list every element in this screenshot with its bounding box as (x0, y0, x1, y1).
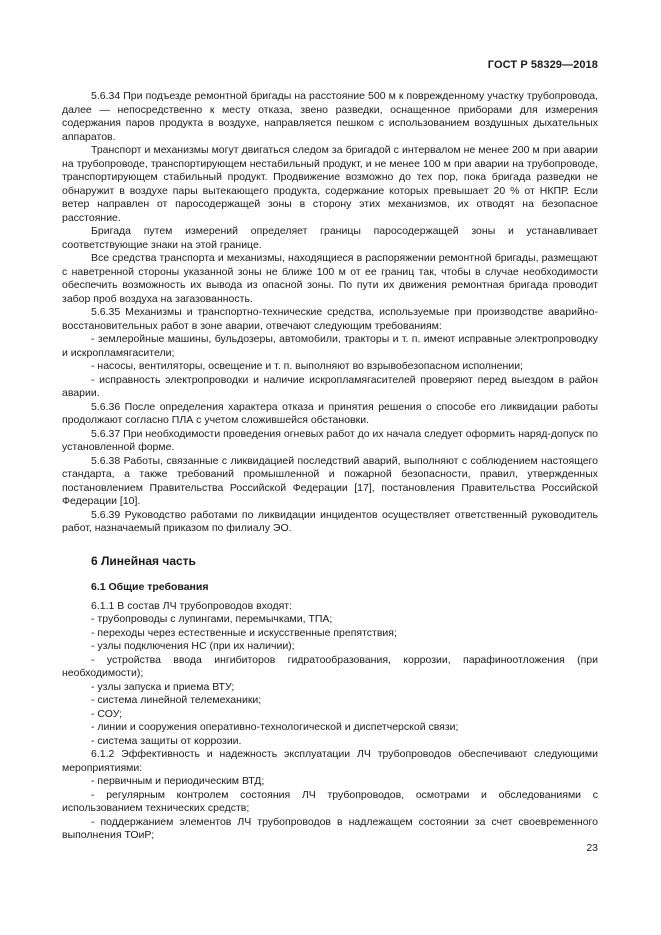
paragraph-vehicles-placement: Все средства транспорта и механизмы, находящиеся в распоряжении ремонтной бригады, размещают с наветренной стороны указанной зоны не ближе 100 м от ее границ так, чтобы в случае необходимости обеспечить возможность их вывода из опасной зоны. По пути их движения ремонтная бригада проводит забор проб воздуха на загазованность. (62, 252, 598, 305)
page-number: 23 (586, 842, 598, 854)
list-item: - система линейной телемеханики; (91, 694, 262, 706)
list-item: - система защиты от коррозии. (91, 734, 242, 747)
paragraph-5-6-36: 5.6.36 После определения характера отказа и принятия решения о способе его ликвидации работы продолжают согласно ПЛА с учетом сложившейся обстановки. (62, 400, 598, 426)
page-content (62, 90, 598, 843)
list-item: - регулярным контролем состояния ЛЧ трубопроводов, осмотрами и обследованиями с использованием технических средств; (62, 788, 598, 814)
paragraph-5-6-39: 5.6.39 Руководство работами по ликвидации инцидентов осуществляет ответственный руководитель работ, назначаемый приказом по филиалу ЭО. (62, 508, 598, 534)
list-item: - поддержанием элементов ЛЧ трубопроводов в надлежащем состоянии за счет своевременного выполнения ТОиР; (62, 815, 598, 841)
paragraph-brigade-measure: Бригада путем измерений определяет границы паросодержащей зоны и устанавливает соответствующие знаки на этой границе. (62, 225, 598, 251)
paragraph-5-6-34: 5.6.34 При подъезде ремонтной бригады на расстояние 500 м к поврежденному участку трубопровода, далее — непосредственно к месту отказа, звено разведки, оснащенное приборами для измерения содержания паров продукта в воздухе, направляется пешком с использованием воздушных дыхательных аппаратов. (62, 90, 598, 143)
paragraph-6-1-1: 6.1.1 В состав ЛЧ трубопроводов входят: (91, 599, 292, 612)
list-item: - узлы запуска и приема ВТУ; (91, 680, 235, 693)
list-item: - землеройные машины, бульдозеры, автомобили, тракторы и т. п. имеют исправные электропроводку и искропламягасители; (62, 333, 598, 359)
list-item: - узлы подключения НС (при их наличии); (91, 640, 295, 652)
paragraph-transport: Транспорт и механизмы могут двигаться следом за бригадой с интервалом не менее 200 м при аварии на трубопроводе, транспортирующем нестабильный продукт, и не менее 100 м при аварии на трубопроводе, транспортирующем стабильный продукт. Продвижение возможно до тех пор, пока бригада разведки не обнаружит в воздухе пары вытекающего продукта, содержание которых превышает 20 % от НКПР. Если ветер направлен от паросодержащей зоны в сторону этих механизмов, их отводят на безопасное расстояние. (62, 144, 598, 224)
standard-code-header: ГОСТ Р 58329—2018 (487, 59, 598, 71)
paragraph-6-1-2: 6.1.2 Эффективность и надежность эксплуатации ЛЧ трубопроводов обеспечивают следующими мероприятиями: (62, 748, 598, 774)
list-item: - первичным и периодическим ВТД; (91, 775, 265, 787)
paragraph-5-6-35: 5.6.35 Механизмы и транспортно-технические средства, используемые при производстве аварийно-восстановительных работ в зоне аварии, отвечают следующим требованиям: (62, 306, 598, 332)
paragraph-5-6-38: 5.6.38 Работы, связанные с ликвидацией последствий аварий, выполняют с соблюдением настоящего стандарта, а также требований промышленной и пожарной безопасности, правил, утвержденных постановлением Правительства Российской Федерации [17], постановления Правительства Российской Федерации [10]. (62, 454, 598, 507)
list-item: - СОУ; (91, 707, 123, 720)
list-item: - устройства ввода ингибиторов гидратообразования, коррозии, парафиноотложения (при необходимости); (62, 653, 598, 679)
list-item: - исправность электропроводки и наличие искропламягасителей проверяют перед выездом в район аварии. (62, 373, 598, 399)
subsection-title: 6.1 Общие требования (91, 580, 209, 593)
list-item: - насосы, вентиляторы, освещение и т. п. выполняют во взрывобезопасном исполнении; (91, 360, 523, 372)
list-item: - линии и сооружения оперативно-технологической и диспетчерской связи; (91, 721, 459, 733)
paragraph-5-6-37: 5.6.37 При необходимости проведения огневых работ до их начала следует оформить наряд-допуск по установленной форме. (62, 427, 598, 453)
section-title: 6 Линейная часть (91, 553, 196, 568)
list-item: - переходы через естественные и искусственные препятствия; (91, 626, 397, 639)
list-item: - трубопроводы с лупингами, перемычками, ТПА; (91, 613, 333, 625)
